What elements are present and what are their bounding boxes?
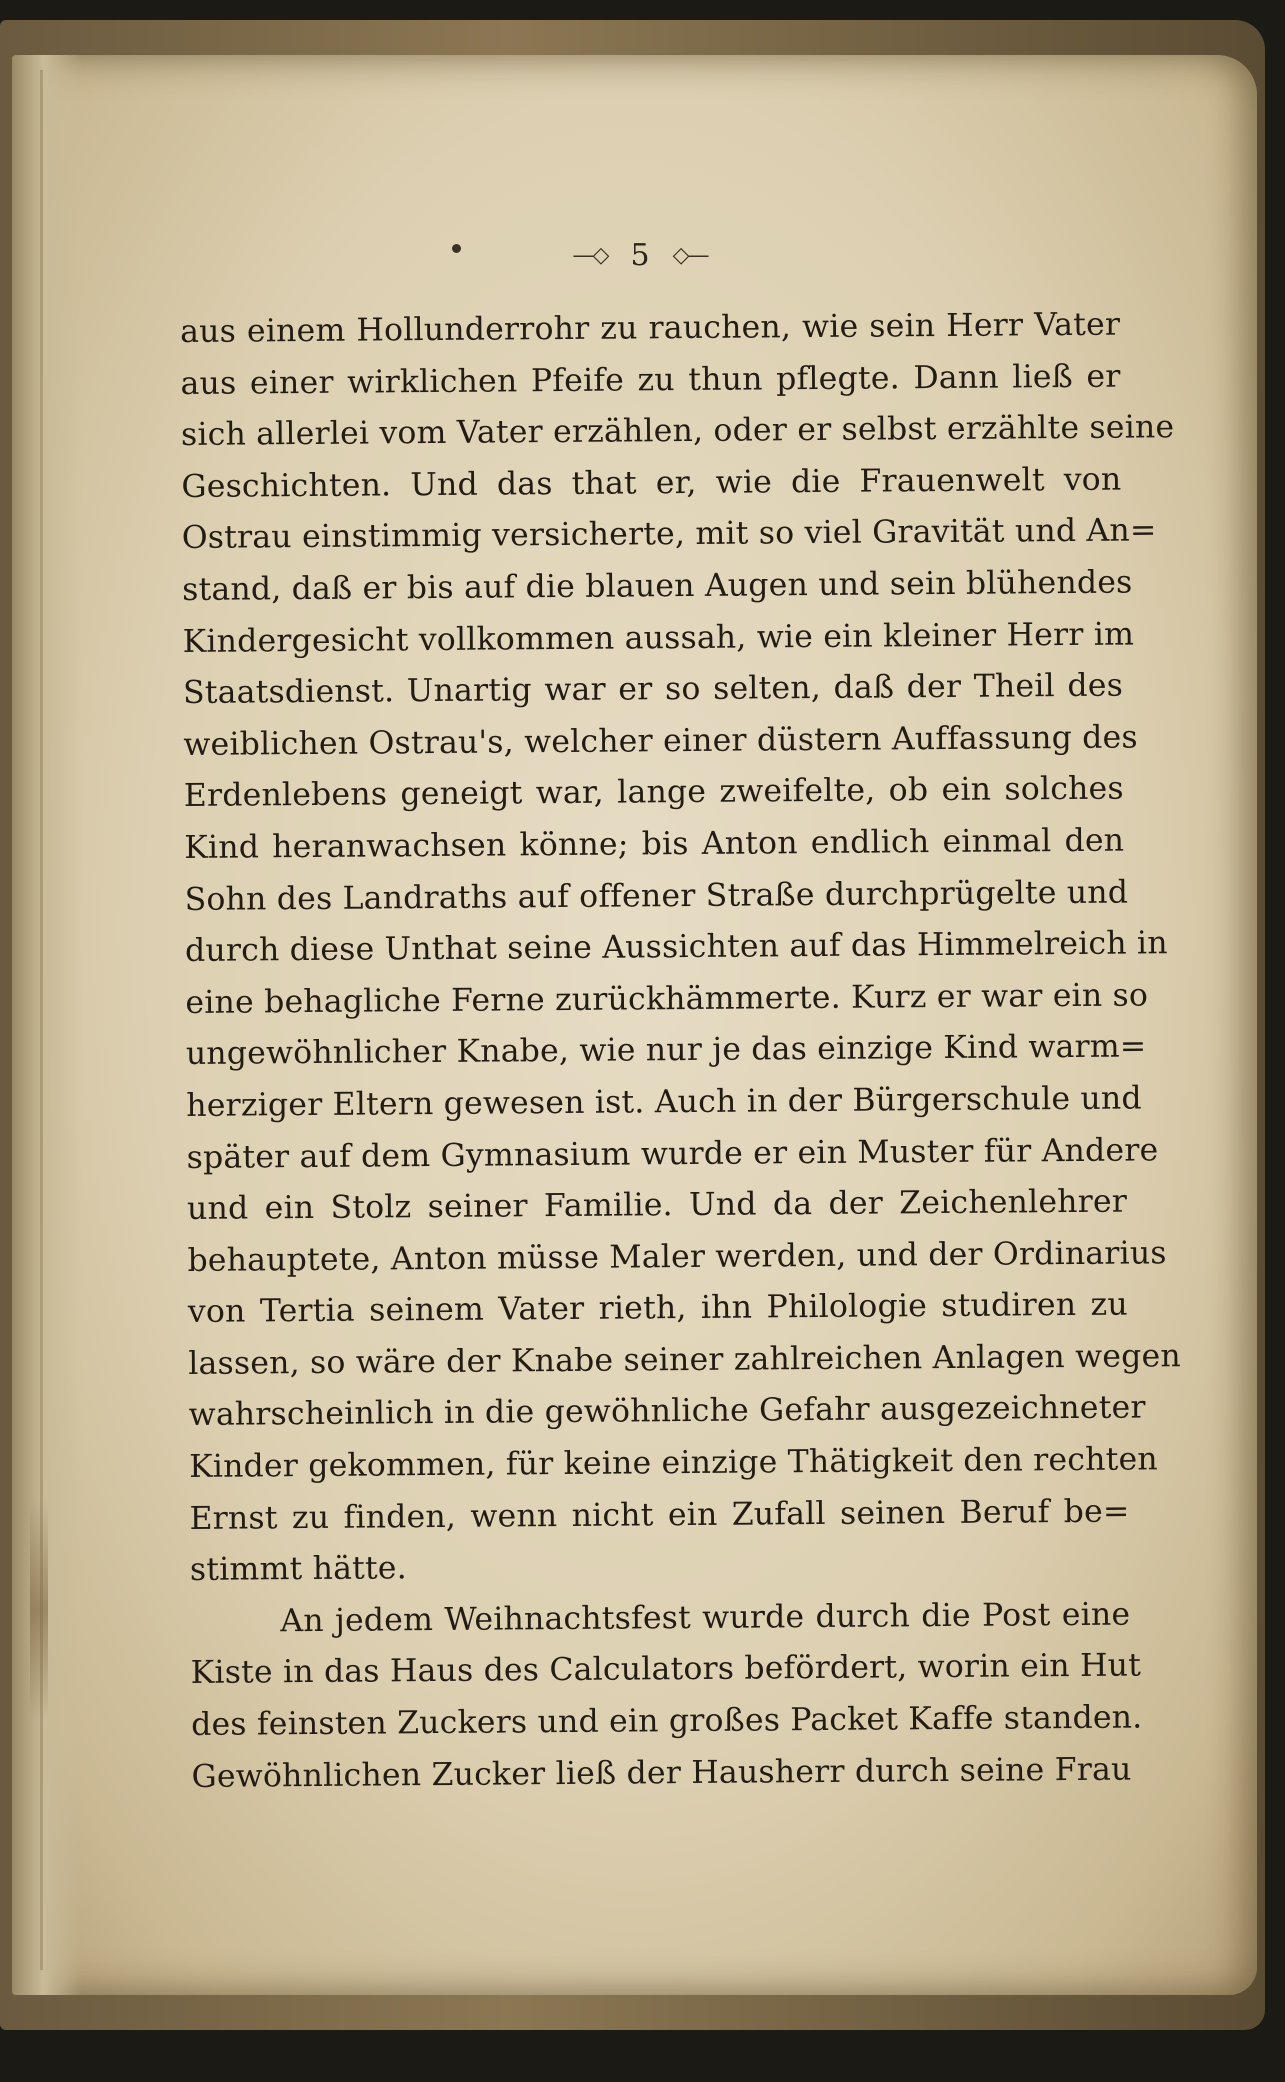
text-line: Geschichten. Und das that er, wie die Frauenwelt von <box>181 461 1122 505</box>
text-line: aus einem Hollunderrohr zu rauchen, wie sein Herr Vater <box>180 306 1121 350</box>
ornament-right-icon: ◇— <box>672 243 708 268</box>
text-line: Erdenlebens geneigt war, lange zweifelte, ob ein solches <box>183 770 1124 815</box>
text-line: eine behagliche Ferne zurückhämmerte. Kurz er war ein so <box>185 977 1149 1021</box>
text-line-paragraph-end: stimmt hätte. <box>189 1550 408 1589</box>
text-line: aus einer wirklichen Pfeife zu thun pflegte. Dann ließ er <box>180 358 1121 402</box>
ink-dot <box>452 244 461 253</box>
text-line: von Tertia seinem Vater rieth, ihn Philologie studiren zu <box>187 1286 1129 1331</box>
text-line-paragraph-start: An jedem Weihnachtsfest wurde durch die Post eine <box>280 1596 1131 1640</box>
text-line: wahrscheinlich in die gewöhnliche Gefahr ausgezeichneter <box>188 1389 1146 1434</box>
text-line: Kind heranwachsen könne; bis Anton endlich einmal den <box>184 822 1125 866</box>
text-line: und ein Stolz seiner Familie. Und da der Zeichenlehrer <box>186 1183 1128 1228</box>
text-line: lassen, so wäre der Knabe seiner zahlreichen Anlagen wegen <box>188 1338 1182 1382</box>
text-line: Gewöhnlichen Zucker ließ der Hausherr durch seine Frau <box>191 1751 1132 1795</box>
text-line: Sohn des Landraths auf offener Straße durchprügelte und <box>184 874 1129 918</box>
page-header <box>540 238 740 282</box>
text-line: herziger Eltern gewesen ist. Auch in der Bürgerschule und <box>186 1080 1142 1124</box>
ornament-left-icon: —◇ <box>572 243 608 268</box>
body-text <box>180 300 1182 1827</box>
text-line: behauptete, Anton müsse Maler werden, und der Ordinarius <box>187 1234 1167 1279</box>
text-line: Staatsdienst. Unartig war er so selten, daß der Theil des <box>182 667 1124 712</box>
text-line: des feinsten Zuckers und ein großes Packet Kaffe standen. <box>190 1699 1143 1743</box>
text-line: Ostrau einstimmig versicherte, mit so viel Gravität und An= <box>181 512 1157 557</box>
text-line: Kiste in das Haus des Calculators befördert, worin ein Hut <box>190 1647 1142 1692</box>
text-line: durch diese Unthat seine Aussichten auf das Himmelreich in <box>184 925 1168 970</box>
text-line: später auf dem Gymnasium wurde er ein Muster für Andere <box>186 1131 1159 1176</box>
text-line: stand, daß er bis auf die blauen Augen und sein blühendes <box>182 564 1133 608</box>
text-line: ungewöhnlicher Knabe, wie nur je das einzige Kind warm= <box>185 1028 1147 1073</box>
text-line: weiblichen Ostrau's, welcher einer düstern Auffassung des <box>183 719 1138 763</box>
text-line: Kinder gekommen, für keine einzige Thätigkeit den rechten <box>188 1441 1158 1486</box>
text-line: sich allerlei vom Vater erzählen, oder er selbst erzählte seine <box>180 409 1175 454</box>
page-number: 5 <box>630 238 650 273</box>
text-line: Kindergesicht vollkommen aussah, wie ein kleiner Herr im <box>182 616 1135 660</box>
text-line: Ernst zu finden, wenn nicht ein Zufall seinen Beruf be= <box>189 1493 1130 1537</box>
page-stain <box>30 1500 48 1720</box>
